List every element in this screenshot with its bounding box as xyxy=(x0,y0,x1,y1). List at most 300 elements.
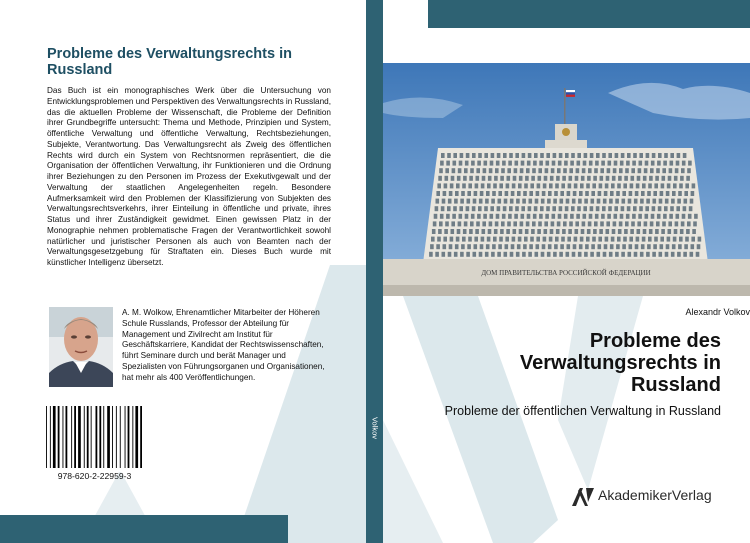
building-window xyxy=(578,199,582,204)
building-window xyxy=(619,168,623,173)
building-window xyxy=(566,199,570,204)
building-window xyxy=(503,153,507,158)
building-window xyxy=(582,168,586,173)
building-window xyxy=(497,153,501,158)
building-window xyxy=(493,183,497,188)
building-window xyxy=(591,191,595,196)
barcode xyxy=(42,404,147,472)
building-window xyxy=(556,229,560,234)
building-window xyxy=(575,229,579,234)
building-window xyxy=(658,206,662,211)
barcode-bar xyxy=(99,406,101,468)
building-window xyxy=(601,214,605,219)
building-window xyxy=(599,183,603,188)
barcode-bar xyxy=(112,406,113,468)
building-window xyxy=(639,206,643,211)
building-window xyxy=(567,244,571,249)
building-window xyxy=(460,153,464,158)
building-window xyxy=(657,161,661,166)
building-window xyxy=(440,214,444,219)
building-window xyxy=(660,237,664,242)
building-window xyxy=(640,199,644,204)
building-window xyxy=(642,237,646,242)
building-window xyxy=(587,229,591,234)
building-window xyxy=(666,244,670,249)
building-window xyxy=(659,252,663,257)
building-window xyxy=(447,206,451,211)
building-window xyxy=(598,191,602,196)
building-window xyxy=(456,183,460,188)
building-window xyxy=(566,252,570,257)
building-window xyxy=(617,237,621,242)
building-window xyxy=(570,214,574,219)
building-window xyxy=(520,221,524,226)
building-window xyxy=(474,237,478,242)
building-window xyxy=(618,229,622,234)
building-window xyxy=(532,168,536,173)
building-window xyxy=(550,176,554,181)
building-window xyxy=(569,221,573,226)
building-window xyxy=(663,161,667,166)
building-window xyxy=(662,176,666,181)
building-window xyxy=(436,244,440,249)
building-window xyxy=(656,168,660,173)
building-window xyxy=(491,199,495,204)
building-window xyxy=(571,206,575,211)
building-window xyxy=(672,244,676,249)
building-window xyxy=(547,252,551,257)
building-window xyxy=(598,237,602,242)
building-window xyxy=(542,244,546,249)
building-window xyxy=(578,252,582,257)
building-window xyxy=(606,221,610,226)
building-window xyxy=(631,168,635,173)
building-window xyxy=(630,229,634,234)
building-window xyxy=(635,244,639,249)
building-window xyxy=(670,153,674,158)
building-window xyxy=(458,168,462,173)
building-window xyxy=(456,237,460,242)
building-window xyxy=(630,183,634,188)
building-window xyxy=(500,229,504,234)
building-window xyxy=(523,191,527,196)
barcode-bar xyxy=(53,406,56,468)
building-window xyxy=(652,252,656,257)
building-window xyxy=(437,237,441,242)
building-window xyxy=(479,199,483,204)
building-window xyxy=(618,176,622,181)
building-window xyxy=(558,214,562,219)
building-window xyxy=(494,176,498,181)
building-window xyxy=(541,252,545,257)
building-window xyxy=(591,244,595,249)
building-window xyxy=(688,161,692,166)
building-window xyxy=(546,161,550,166)
building-window xyxy=(527,161,531,166)
building-window xyxy=(553,153,557,158)
building-window xyxy=(625,221,629,226)
building-window xyxy=(585,244,589,249)
building-window xyxy=(442,252,446,257)
building-window xyxy=(676,161,680,166)
barcode-bar xyxy=(116,406,117,468)
building-window xyxy=(537,229,541,234)
building-window xyxy=(619,221,623,226)
building-window xyxy=(462,237,466,242)
building-window xyxy=(639,153,643,158)
building-window xyxy=(447,153,451,158)
building-window xyxy=(694,214,698,219)
building-window xyxy=(453,161,457,166)
building-window xyxy=(524,237,528,242)
building-window xyxy=(671,199,675,204)
building-window xyxy=(685,237,689,242)
building-window xyxy=(433,221,437,226)
barcode-bar xyxy=(120,406,121,468)
building-window xyxy=(540,153,544,158)
building-window xyxy=(621,252,625,257)
building-window xyxy=(684,244,688,249)
barcode-bar xyxy=(63,406,64,468)
building-window xyxy=(696,252,700,257)
building-window xyxy=(454,199,458,204)
building-window xyxy=(678,191,682,196)
building-window xyxy=(579,191,583,196)
building-window xyxy=(482,221,486,226)
building-window xyxy=(567,191,571,196)
building-window xyxy=(652,206,656,211)
building-window xyxy=(550,229,554,234)
building-window xyxy=(528,153,532,158)
building-window xyxy=(584,252,588,257)
building-window xyxy=(621,206,625,211)
building-window xyxy=(463,176,467,181)
building-window xyxy=(692,229,696,234)
building-window xyxy=(548,191,552,196)
building-window xyxy=(457,176,461,181)
building-window xyxy=(622,199,626,204)
building-window xyxy=(584,199,588,204)
building-window xyxy=(627,153,631,158)
building-window xyxy=(637,221,641,226)
building-window xyxy=(540,206,544,211)
building-window xyxy=(533,161,537,166)
building-window xyxy=(595,214,599,219)
barcode-bar xyxy=(78,406,81,468)
building-window xyxy=(446,214,450,219)
building-window xyxy=(466,206,470,211)
building-window xyxy=(529,244,533,249)
building-window xyxy=(669,214,673,219)
building-window xyxy=(607,168,611,173)
barcode-bar xyxy=(107,406,110,468)
building-window xyxy=(600,168,604,173)
building-window xyxy=(626,161,630,166)
building-window xyxy=(655,229,659,234)
building-window xyxy=(668,229,672,234)
building-window xyxy=(633,153,637,158)
building-window xyxy=(511,244,515,249)
building-window xyxy=(621,153,625,158)
building-window xyxy=(553,252,557,257)
building-window xyxy=(512,183,516,188)
building-window xyxy=(460,252,464,257)
building-window xyxy=(452,214,456,219)
building-window xyxy=(654,237,658,242)
building-window xyxy=(587,176,591,181)
building-window xyxy=(646,199,650,204)
building-window xyxy=(484,153,488,158)
barcode-bar xyxy=(84,406,85,468)
building-window xyxy=(633,206,637,211)
building-window xyxy=(581,229,585,234)
building-window xyxy=(559,252,563,257)
barcode-bar xyxy=(87,406,89,468)
building-window xyxy=(593,229,597,234)
building-window xyxy=(455,191,459,196)
building-window xyxy=(497,252,501,257)
building-window xyxy=(523,244,527,249)
building-window xyxy=(602,153,606,158)
building-window xyxy=(516,199,520,204)
building-window xyxy=(597,252,601,257)
building-window xyxy=(467,244,471,249)
building-window xyxy=(668,221,672,226)
building-window xyxy=(496,161,500,166)
building-window xyxy=(628,199,632,204)
building-window xyxy=(465,161,469,166)
building-window xyxy=(549,237,553,242)
building-window xyxy=(477,161,481,166)
building-window xyxy=(544,221,548,226)
building-window xyxy=(677,199,681,204)
building-window xyxy=(474,244,478,249)
building-window xyxy=(541,199,545,204)
building-window xyxy=(526,168,530,173)
building-window xyxy=(584,153,588,158)
building-window xyxy=(518,237,522,242)
building-window xyxy=(602,206,606,211)
building-window xyxy=(612,176,616,181)
building-window xyxy=(459,206,463,211)
building-window xyxy=(438,176,442,181)
building-window xyxy=(441,153,445,158)
building-window xyxy=(577,153,581,158)
building-window xyxy=(510,199,514,204)
building-window xyxy=(454,252,458,257)
building-window xyxy=(514,214,518,219)
building-window xyxy=(531,229,535,234)
building-window xyxy=(616,191,620,196)
barcode-bar xyxy=(71,406,72,468)
building-window xyxy=(537,183,541,188)
building-window xyxy=(485,252,489,257)
building-window xyxy=(673,183,677,188)
building-window xyxy=(506,229,510,234)
building-window xyxy=(484,161,488,166)
building-window xyxy=(472,153,476,158)
building-window xyxy=(487,237,491,242)
building-window xyxy=(660,191,664,196)
building-inscription: ДОМ ПРАВИТЕЛЬСТВА РОССИЙСКОЙ ФЕДЕРАЦИИ xyxy=(481,269,651,277)
building-window xyxy=(687,168,691,173)
building-window xyxy=(693,221,697,226)
building-window xyxy=(659,199,663,204)
building-window xyxy=(637,176,641,181)
building-window xyxy=(662,168,666,173)
building-window xyxy=(536,244,540,249)
barcode-bar xyxy=(128,406,130,468)
building-window xyxy=(468,183,472,188)
building-window xyxy=(615,199,619,204)
building-window xyxy=(457,229,461,234)
building-window xyxy=(641,244,645,249)
building-window xyxy=(691,244,695,249)
front-author: Alexandr Volkov xyxy=(685,307,750,317)
barcode-bar xyxy=(135,406,138,468)
building-window xyxy=(498,191,502,196)
building-window xyxy=(533,214,537,219)
building-window xyxy=(593,176,597,181)
building-window xyxy=(588,221,592,226)
building-window xyxy=(528,206,532,211)
building-window xyxy=(697,244,701,249)
author-bio: A. M. Wolkow, Ehrenamtlicher Mitarbeiter der Höheren Schule Russlands, Professor der Abteilung für Management und Zivilrecht am Institut für Geschäftskarriere, Kandidat der Rechtswissenschaften, führt Seminare durch und berät Manager und Spezialisten von Führungsorganen und Organisationen, hat mehr als 400 Veröffentlichungen. xyxy=(122,308,325,382)
building-window xyxy=(445,176,449,181)
building-window xyxy=(453,153,457,158)
building-window xyxy=(604,244,608,249)
building-window xyxy=(679,183,683,188)
back-bottom-bar xyxy=(0,515,288,543)
building-window xyxy=(480,244,484,249)
building-window xyxy=(521,214,525,219)
building-window xyxy=(655,176,659,181)
building-window xyxy=(450,183,454,188)
building-window xyxy=(597,199,601,204)
building-window xyxy=(601,161,605,166)
building-window xyxy=(622,244,626,249)
building-window xyxy=(486,244,490,249)
building-window xyxy=(517,191,521,196)
building-window xyxy=(495,221,499,226)
building-window xyxy=(483,168,487,173)
building-window xyxy=(453,206,457,211)
building-window xyxy=(497,206,501,211)
building-window xyxy=(455,244,459,249)
building-window xyxy=(513,176,517,181)
building-window xyxy=(547,199,551,204)
building-window xyxy=(437,183,441,188)
building-window xyxy=(526,221,530,226)
building-window xyxy=(683,252,687,257)
building-window xyxy=(664,153,668,158)
building-window xyxy=(683,153,687,158)
barcode-bar xyxy=(91,406,92,468)
building-window xyxy=(665,199,669,204)
building-window xyxy=(591,199,595,204)
building-window xyxy=(686,176,690,181)
building-window xyxy=(647,244,651,249)
building-window xyxy=(555,183,559,188)
building-window xyxy=(520,168,524,173)
building-window xyxy=(689,206,693,211)
building-window xyxy=(603,252,607,257)
building-window xyxy=(448,252,452,257)
building-window xyxy=(511,191,515,196)
building-window xyxy=(617,183,621,188)
building-window xyxy=(539,214,543,219)
building-window xyxy=(605,237,609,242)
building-window xyxy=(495,168,499,173)
building-window xyxy=(556,176,560,181)
building-window xyxy=(586,237,590,242)
building-window xyxy=(613,168,617,173)
building-window xyxy=(492,191,496,196)
building-window xyxy=(627,206,631,211)
building-window xyxy=(645,161,649,166)
building-window xyxy=(552,161,556,166)
building-window xyxy=(569,176,573,181)
building-window xyxy=(560,199,564,204)
publisher-logo-icon xyxy=(572,488,596,506)
building-window xyxy=(690,199,694,204)
building-window xyxy=(522,199,526,204)
building-window xyxy=(548,244,552,249)
building-window xyxy=(676,214,680,219)
building-window xyxy=(442,199,446,204)
building-window xyxy=(596,153,600,158)
building-window xyxy=(573,244,577,249)
building-window xyxy=(674,176,678,181)
building-window xyxy=(538,221,542,226)
barcode-bar xyxy=(74,406,76,468)
building-window xyxy=(444,229,448,234)
building-window xyxy=(568,229,572,234)
building-window xyxy=(546,206,550,211)
building-window xyxy=(658,153,662,158)
front-subtitle: Probleme der öffentlichen Verwaltung in Russland xyxy=(444,404,721,418)
building-window xyxy=(661,183,665,188)
building-window xyxy=(611,237,615,242)
building-window xyxy=(620,161,624,166)
building-window xyxy=(527,214,531,219)
building-window xyxy=(678,244,682,249)
building-window xyxy=(577,206,581,211)
building-window xyxy=(562,229,566,234)
building-window xyxy=(635,191,639,196)
building-window xyxy=(443,191,447,196)
building-window xyxy=(496,214,500,219)
building-window xyxy=(466,153,470,158)
building-window xyxy=(649,229,653,234)
building-window xyxy=(560,191,564,196)
building-window xyxy=(485,199,489,204)
building-window xyxy=(509,206,513,211)
building-window xyxy=(502,214,506,219)
building-window xyxy=(436,199,440,204)
building-window xyxy=(462,183,466,188)
building-window xyxy=(608,153,612,158)
building-window xyxy=(464,168,468,173)
building-window xyxy=(505,237,509,242)
building-window xyxy=(583,161,587,166)
building-window xyxy=(683,206,687,211)
building-window xyxy=(469,229,473,234)
building-window xyxy=(580,237,584,242)
building-window xyxy=(504,199,508,204)
building-window xyxy=(466,252,470,257)
building-window xyxy=(631,221,635,226)
